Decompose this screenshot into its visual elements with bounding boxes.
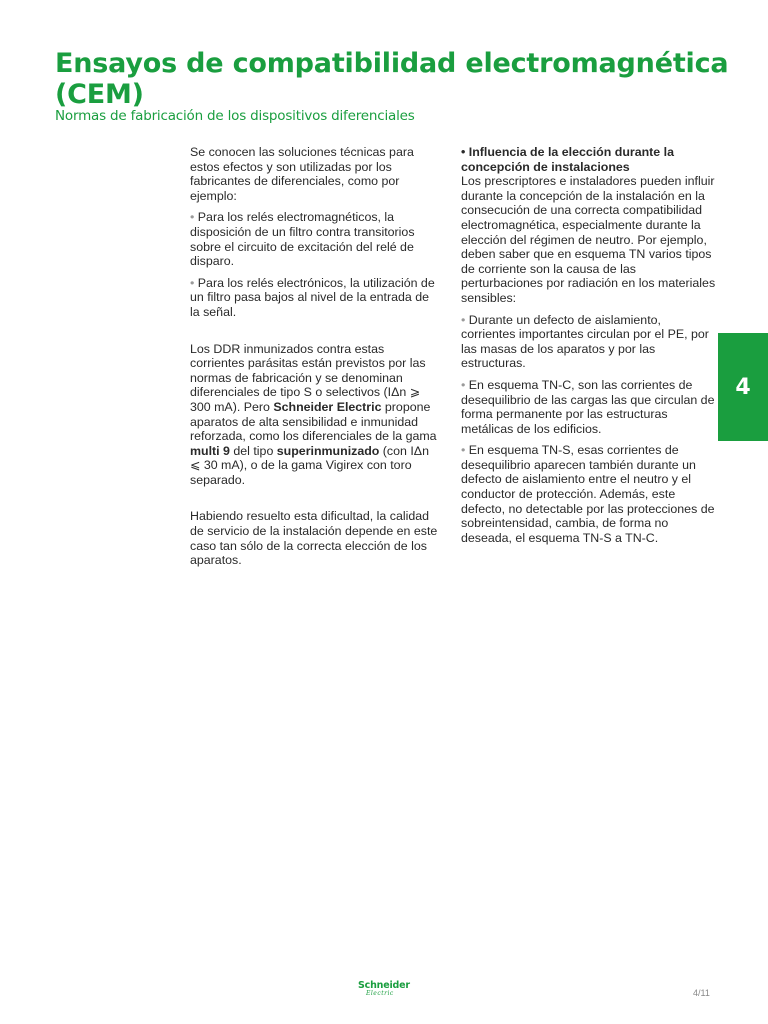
page-number: 4/11 <box>693 988 710 998</box>
right-bullet-1-text: Durante un defecto de aislamiento, corrientes importantes circulan por el PE, por las masas de los aparatos y por las estructuras. <box>461 312 709 371</box>
right-heading: • Influencia de la elección durante la concepción de instalaciones <box>461 145 674 174</box>
range-name: multi 9 <box>190 443 230 458</box>
right-bullet-3-text: En esquema TN-S, esas corrientes de desequilibrio aparecen también durante un defecto de aislamiento entre el neutro y el conductor de protección. Además, este defecto, no detectable por las protecciones de sobreintensidad, cambia, de forma no deseada, el esquema TN-S a TN-C. <box>461 443 715 545</box>
bullet-icon: • <box>461 312 466 327</box>
brand-name: Schneider Electric <box>273 399 382 414</box>
bullet-icon: • <box>461 443 466 458</box>
schneider-logo <box>356 980 412 1000</box>
left-bullet-1-text: Para los relés electromagnéticos, la disposición de un filtro contra transitorios sobre el circuito de excitación del relé de disparo. <box>190 210 415 269</box>
left-bullet-2 <box>190 276 440 320</box>
right-intro: Los prescriptores e instaladores pueden influir durante la concepción de la instalación en la consecución de una correcta compatibilidad electromagnética, especialmente durante la elección del régimen de neutro. Por ejemplo, deben saber que en esquema TN varios tipos de corriente son la causa de las perturbaciones por radiación en los materiales sensibles: <box>461 174 716 305</box>
left-paragraph-ddr <box>190 342 440 488</box>
right-bullet-3 <box>461 443 716 545</box>
bullet-icon: • <box>190 210 195 225</box>
type-name: superinmunizado <box>276 443 380 458</box>
left-paragraph-conclusion: Habiendo resuelto esta dificultad, la calidad de servicio de la instalación depende en este caso tan sólo de la correcta elección de los aparatos. <box>190 509 438 568</box>
page-title: Ensayos de compatibilidad electromagnética (CEM) <box>55 48 729 110</box>
right-bullet-2 <box>461 378 716 436</box>
ddr-text-b: propone aparatos de alta sensibilidad e inmunidad reforzada, como los diferenciales de la gama <box>190 399 437 444</box>
logo-word: Schneider <box>358 980 410 991</box>
ddr-text-d: (con IΔn ⩽ 30 mA), o de la gama Vigirex con toro separado. <box>190 443 429 487</box>
bullet-icon: • <box>190 275 195 290</box>
left-column <box>190 145 440 568</box>
chapter-tab: 4 <box>718 333 768 441</box>
ddr-text-c: del tipo <box>229 443 277 458</box>
left-bullet-1 <box>190 210 440 268</box>
right-bullet-2-text: En esquema TN-C, son las corrientes de desequilibrio de las cargas las que circulan de forma permanente por las estructuras metálicas de los edificios. <box>461 377 715 436</box>
left-bullet-2-text: Para los relés electrónicos, la utilización de un filtro pasa bajos al nivel de la entrada de la señal. <box>190 275 435 319</box>
left-intro: Se conocen las soluciones técnicas para estos efectos y son utilizadas por los fabricantes de diferenciales, como por ejemplo: <box>190 145 414 203</box>
right-bullet-1 <box>461 313 716 371</box>
logo-sub: Electric <box>366 990 394 997</box>
ddr-text-a: Los DDR inmunizados contra estas corrientes parásitas están previstos por las normas de fabricación y se denominan diferenciales de tipo S o selectivos (IΔn ⩾ 300 mA). Pero <box>190 341 426 414</box>
right-column <box>461 145 716 545</box>
bullet-icon: • <box>461 377 466 392</box>
page-subtitle: Normas de fabricación de los dispositivos diferenciales <box>55 108 415 124</box>
